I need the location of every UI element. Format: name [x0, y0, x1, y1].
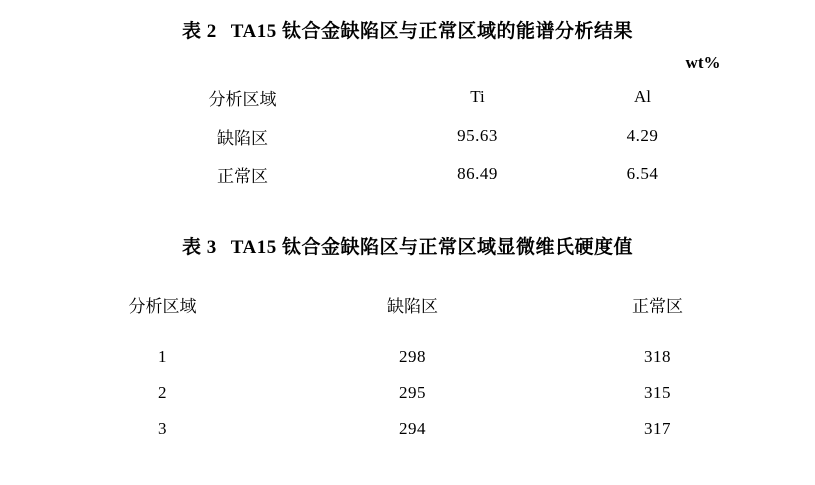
table-3-caption [0, 232, 815, 259]
table-3-block [0, 232, 815, 453]
table-3-cell-defect-1: 298 [399, 347, 426, 366]
table-2-unit-label: wt% [685, 53, 721, 72]
table-2 [93, 77, 723, 193]
table-row [38, 329, 778, 375]
table-3-header-cell-normal: 正常区 [632, 296, 683, 316]
table-3-caption-text: TA15 钛合金缺陷区与正常区域显微维氏硬度值 [230, 237, 633, 258]
table-2-block [0, 0, 815, 193]
table-row [38, 375, 778, 411]
table-2-cell-ti-2: 86.49 [457, 164, 498, 183]
table-2-header-cell-region: 分析区域 [208, 89, 277, 109]
table-3-header-cell-defect: 缺陷区 [387, 296, 438, 316]
table-3-cell-region-1: 1 [158, 347, 167, 366]
table-2-cell-region-1: 缺陷区 [217, 128, 268, 148]
table-2-cell-al-2: 6.54 [626, 164, 659, 183]
table-3-header-row [38, 279, 778, 329]
table-2-header-cell-ti: Ti [470, 87, 485, 106]
table-2-caption-text: TA15 钛合金缺陷区与正常区域的能谱分析结果 [230, 21, 633, 42]
table-3-cell-region-2: 2 [158, 383, 167, 402]
table-2-header-cell-al: Al [634, 87, 651, 106]
table-3 [38, 279, 778, 453]
table-3-cell-region-3: 3 [158, 419, 167, 438]
table-3-cell-defect-3: 294 [399, 419, 426, 438]
table-2-caption [0, 16, 815, 43]
table-3-cell-normal-1: 318 [644, 347, 671, 366]
table-3-header-cell-region: 分析区域 [128, 296, 197, 316]
table-2-cell-al-1: 4.29 [626, 126, 659, 145]
table-2-header-row [93, 77, 723, 117]
table-row [38, 411, 778, 453]
table-row [93, 155, 723, 193]
table-2-cell-region-2: 正常区 [217, 166, 268, 186]
table-3-caption-number: 表 3 [181, 237, 217, 258]
table-3-cell-defect-2: 295 [399, 383, 426, 402]
table-3-cell-normal-2: 315 [644, 383, 671, 402]
table-row [93, 117, 723, 155]
table-3-cell-normal-3: 317 [644, 419, 671, 438]
table-2-caption-number: 表 2 [181, 21, 217, 42]
table-2-cell-ti-1: 95.63 [457, 126, 498, 145]
